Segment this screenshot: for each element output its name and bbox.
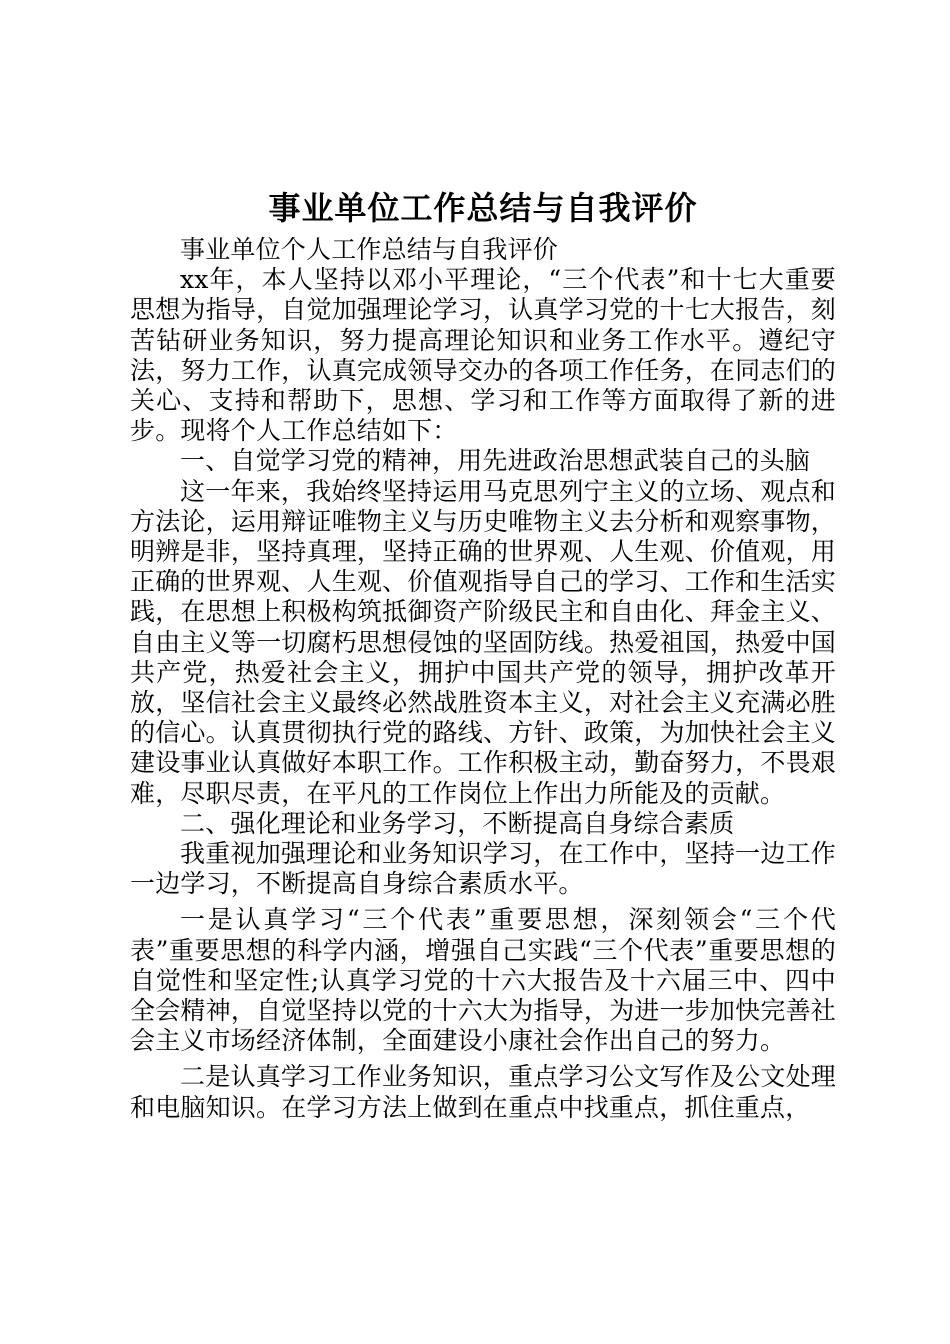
paragraph-point-1: 一是认真学习“三个代表”重要思想，深刻领会“三个代表”重要思想的科学内涵，增强自己实践“三个代表”重要思想的自觉性和坚定性;认真学习党的十六大报告及十六届三中、四中全会精神，自觉坚持以党的十六大为指导，为进一步加快完善社会主义市场经济体制，全面建设小康社会作出自己的努力。 bbox=[130, 905, 836, 1056]
paragraph-intro: xx年，本人坚持以邓小平理论，“三个代表”和十七大重要思想为指导，自觉加强理论学习，认真学习党的十七大报告，刻苦钻研业务知识，努力提高理论知识和业务工作水平。遵纪守法，努力工作，认真完成领导交办的各项工作任务，在同志们的关心、支持和帮助下，思想、学习和工作等方面取得了新的进步。现将个人工作总结如下： bbox=[130, 265, 836, 446]
document-title: 事业单位工作总结与自我评价 bbox=[268, 189, 698, 227]
section-heading-2: 二、强化理论和业务学习，不断提高自身综合素质 bbox=[180, 808, 735, 838]
paragraph-section-2: 我重视加强理论和业务知识学习，在工作中，坚持一边工作一边学习，不断提高自身综合素质水平。 bbox=[130, 839, 836, 899]
section-heading-1: 一、自觉学习党的精神，用先进政治思想武装自己的头脑 bbox=[180, 446, 811, 476]
paragraph-point-2: 二是认真学习工作业务知识，重点学习公文写作及公文处理和电脑知识。在学习方法上做到在重点中找重点，抓住重点， bbox=[130, 1062, 836, 1122]
paragraph-section-1: 这一年来，我始终坚持运用马克思列宁主义的立场、观点和方法论，运用辩证唯物主义与历史唯物主义去分析和观察事物，明辨是非，坚持真理，坚持正确的世界观、人生观、价值观，用正确的世界观、人生观、价值观指导自己的学习、工作和生活实践，在思想上积极构筑抵御资产阶级民主和自由化、拜金主义、自由主义等一切腐朽思想侵蚀的坚固防线。热爱祖国，热爱中国共产党，热爱社会主义，拥护中国共产党的领导，拥护改革开放，坚信社会主义最终必然战胜资本主义，对社会主义充满必胜的信心。认真贯彻执行党的路线、方针、政策，为加快社会主义建设事业认真做好本职工作。工作积极主动，勤奋努力，不畏艰难，尽职尽责，在平凡的工作岗位上作出力所能及的贡献。 bbox=[130, 476, 836, 808]
document-page bbox=[130, 185, 836, 1123]
paragraph-subtitle: 事业单位个人工作总结与自我评价 bbox=[180, 235, 559, 264]
